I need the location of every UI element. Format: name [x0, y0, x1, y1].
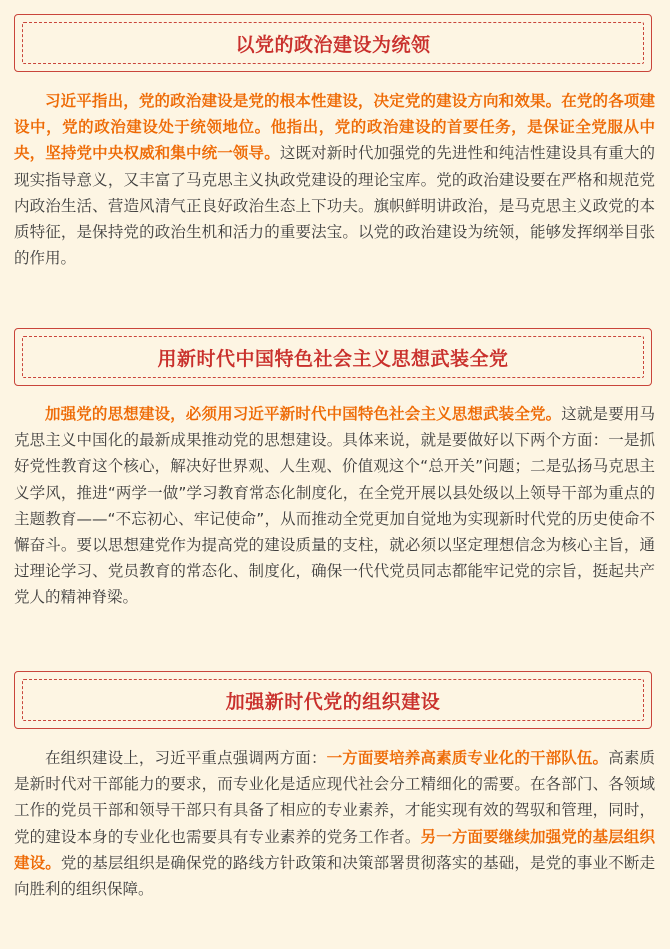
section-title: 加强新时代党的组织建设 [225, 690, 441, 713]
section-paragraph-ideology [14, 401, 655, 611]
section-paragraph-political [14, 88, 655, 271]
section-heading-organization [14, 671, 652, 729]
section-heading-ideology [14, 328, 652, 386]
highlighted-text: 一方面要培养高素质专业化的干部队伍。 [326, 749, 609, 767]
body-text: 高素质是新时代对干部能力的要求，而专业化是适应现代社会分工精细化的需要。在各部门、各领域工作的党员干部和领导干部只有具备了相应的专业素养，才能实现有效的驾驭和管理，同时，党的建设本身的专业化也需要具有专业素养的党务工作者。 [14, 749, 655, 846]
body-text: 这既对新时代加强党的先进性和纯洁性建设具有重大的现实指导意义，又丰富了马克思主义执政党建设的理论宝库。党的政治建设要在严格和规范党内政治生活、营造风清气正良好政治生态上下功夫。旗帜鲜明讲政治，是马克思主义政党的本质特征，是保持党的政治生机和活力的重要法宝。以党的政治建设为统领，能够发挥纲举目张的作用。 [14, 144, 655, 268]
body-text: 党的基层组织是确保党的路线方针政策和决策部署贯彻落实的基础，是党的事业不断走向胜利的组织保障。 [14, 853, 655, 899]
section-title: 以党的政治建设为统领 [235, 33, 431, 56]
section-title: 用新时代中国特色社会主义思想武装全党 [157, 347, 509, 370]
highlighted-text: 另一方面要继续加强党的基层组织建设。 [14, 827, 655, 872]
heading-dashed-frame [22, 22, 644, 64]
highlighted-text: 习近平指出，党的政治建设是党的根本性建设，决定党的建设方向和效果。在党的各项建设中，党的政治建设处于统领地位。他指出，党的政治建设的首要任务，是保证全党服从中央，坚持党中央权威和集中统一领导。 [14, 92, 655, 163]
section-heading-political [14, 14, 652, 72]
heading-dashed-frame [22, 679, 644, 721]
body-text: 这就是要用马克思主义中国化的最新成果推动党的思想建设。具体来说，就是要做好以下两个方面：一是抓好党性教育这个核心，解决好世界观、人生观、价值观这个“总开关”问题；二是弘扬马克思主义学风，推进“两学一做”学习教育常态化制度化，在全党开展以县处级以上领导干部为重点的主题教育——“不忘初心、牢记使命”，从而推动全党更加自觉地为实现新时代党的历史使命不懈奋斗。要以思想建党作为提高党的建设质量的支柱，就必须以坚定理想信念为核心主旨，通过理论学习、党员教育的常态化、制度化，确保一代代党员同志都能牢记党的宗旨，挺起共产党人的精神脊梁。 [14, 405, 655, 607]
body-text: 在组织建设上，习近平重点强调两方面： [45, 749, 327, 767]
heading-dashed-frame [22, 336, 644, 378]
section-paragraph-organization [14, 745, 655, 902]
highlighted-text: 加强党的思想建设，必须用习近平新时代中国特色社会主义思想武装全党。 [45, 405, 562, 423]
